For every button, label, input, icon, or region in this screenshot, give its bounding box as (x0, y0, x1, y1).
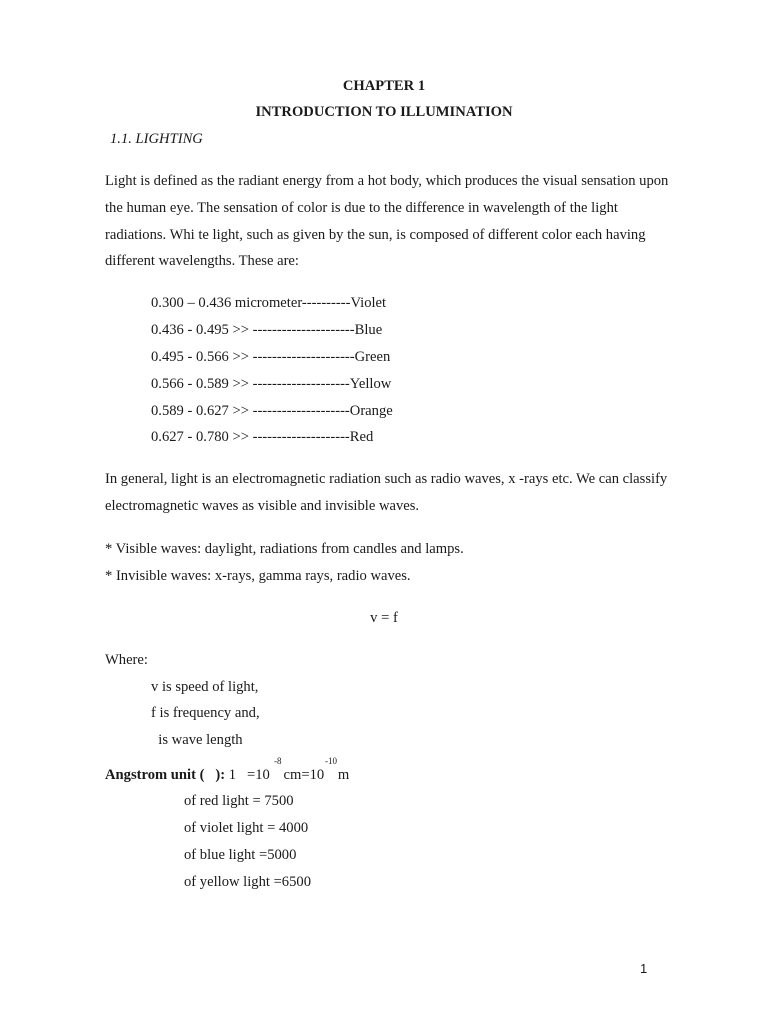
angstrom-part: cm=10 (279, 767, 325, 783)
paragraph-line: the human eye. The sensation of color is due to the difference in wavelength of the light (105, 200, 618, 216)
superscript: -10 (325, 756, 337, 766)
where-item: v is speed of light, (151, 679, 259, 695)
angstrom-value: of blue light =5000 (184, 847, 297, 863)
wave-type-item: * Invisible waves: x-rays, gamma rays, radio waves. (105, 568, 411, 584)
where-item: is wave length (151, 732, 243, 748)
paragraph-line: radiations. Whi te light, such as given by the sun, is composed of different color each having (105, 227, 646, 243)
wavelength-item: 0.300 – 0.436 micrometer----------Violet (151, 295, 387, 311)
angstrom-value: of violet light = 4000 (184, 820, 309, 836)
formula: v = f (370, 610, 398, 626)
where-label: Where: (105, 652, 148, 668)
angstrom-part: 1 =10 (225, 767, 270, 783)
chapter-title: INTRODUCTION TO ILLUMINATION (255, 104, 513, 120)
wavelength-item: 0.627 - 0.780 >> --------------------Red (151, 429, 374, 445)
where-item: f is frequency and, (151, 705, 260, 721)
paragraph-line: electromagnetic waves as visible and invisible waves. (105, 498, 420, 514)
chapter-label: CHAPTER 1 (342, 78, 426, 94)
superscript: -8 (274, 756, 282, 766)
paragraph-line: In general, light is an electromagnetic radiation such as radio waves, x -rays etc. We can classify (105, 471, 668, 487)
wavelength-item: 0.589 - 0.627 >> --------------------Orange (151, 403, 393, 419)
wave-type-item: * Visible waves: daylight, radiations from candles and lamps. (105, 541, 464, 557)
paragraph-line: Light is defined as the radiant energy from a hot body, which produces the visual sensation upon (105, 173, 669, 189)
angstrom-label: Angstrom unit ( ): (105, 767, 226, 783)
wavelength-item: 0.495 - 0.566 >> ---------------------Green (151, 349, 391, 365)
angstrom-part: m (334, 767, 350, 783)
angstrom-value: of yellow light =6500 (184, 874, 311, 890)
page-number: 1 (640, 961, 648, 976)
paragraph-line: different wavelengths. These are: (105, 253, 299, 269)
wavelength-item: 0.566 - 0.589 >> --------------------Yellow (151, 376, 392, 392)
wavelength-item: 0.436 - 0.495 >> ---------------------Blue (151, 322, 383, 338)
angstrom-value: of red light = 7500 (184, 793, 294, 809)
section-heading: 1.1. LIGHTING (110, 131, 203, 147)
angstrom-line (105, 768, 349, 783)
